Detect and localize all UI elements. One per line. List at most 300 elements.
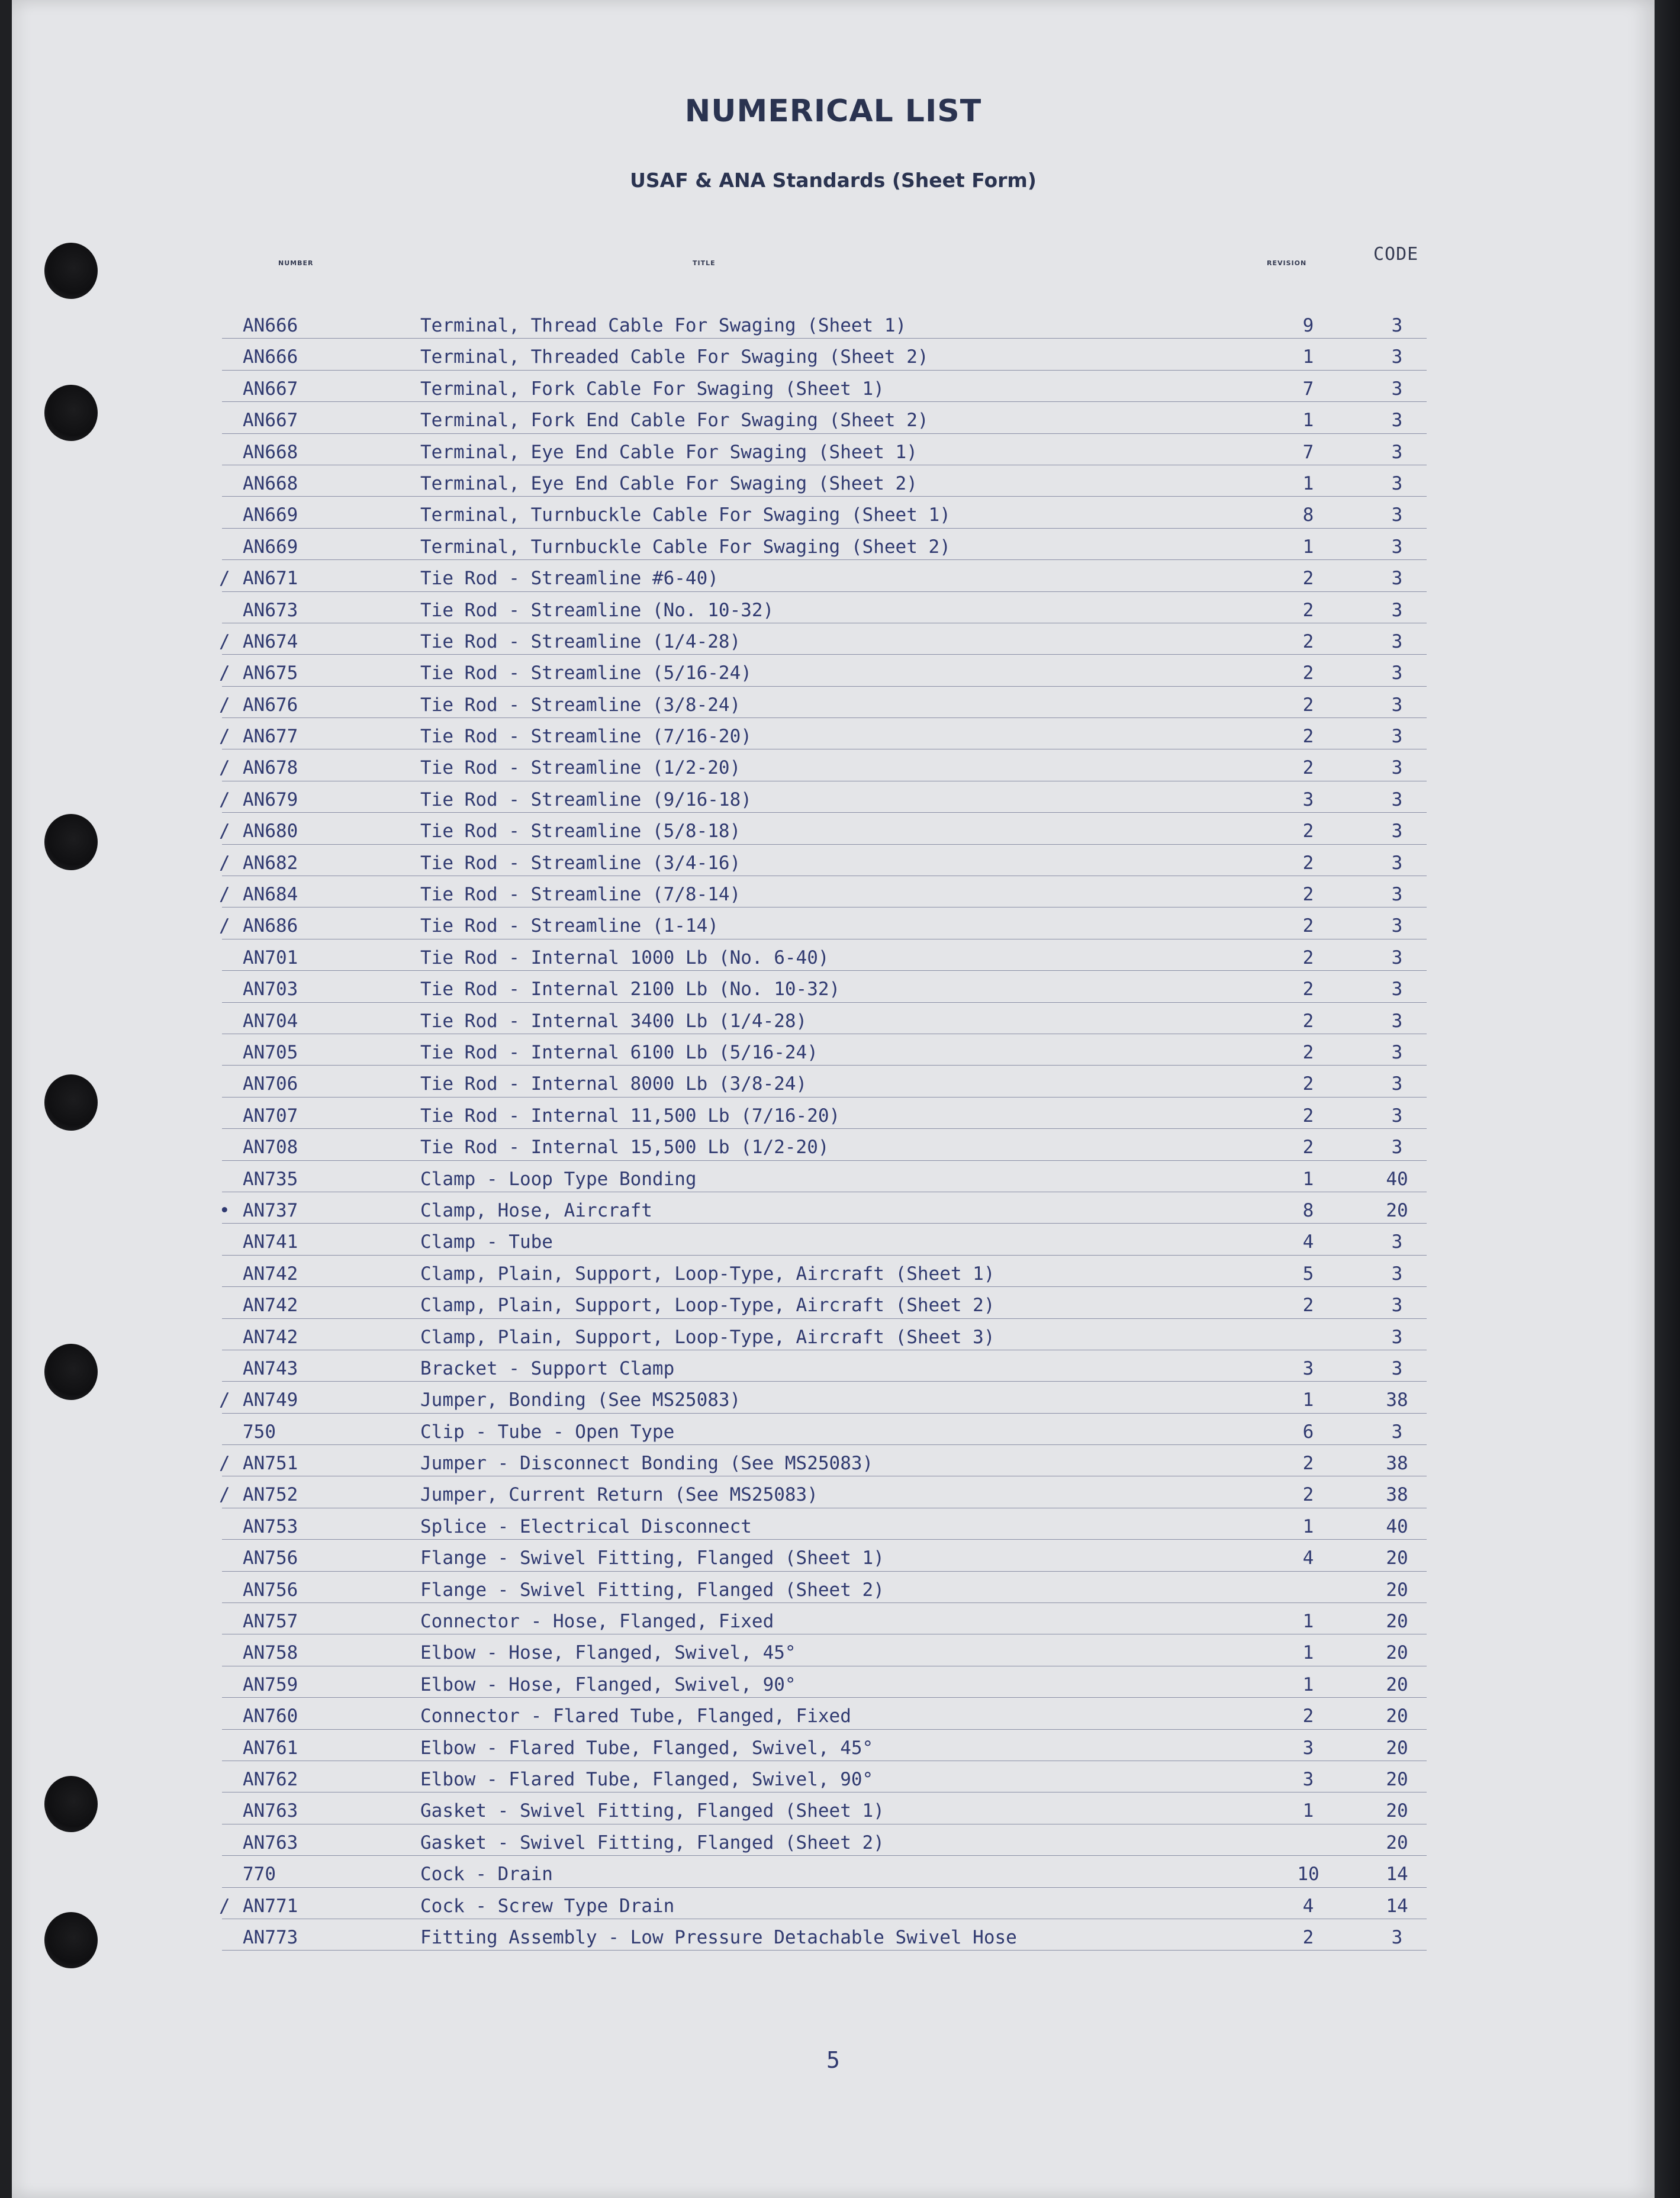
row-title: Tie Rod - Internal 3400 Lb (1/4-28) <box>420 1010 807 1032</box>
table-row <box>12 1667 1655 1698</box>
row-revision: 2 <box>1302 1453 1314 1475</box>
table-row <box>12 1698 1655 1730</box>
row-code: 20 <box>1386 1611 1408 1633</box>
row-number: AN676 <box>243 694 298 716</box>
row-code: 3 <box>1391 1295 1403 1317</box>
row-divider <box>222 1255 1427 1256</box>
row-code: 20 <box>1386 1642 1408 1664</box>
row-code: 3 <box>1391 789 1403 810</box>
row-number: AN677 <box>243 726 298 748</box>
table-row <box>12 1414 1655 1446</box>
column-header-number: NUMBER <box>278 259 314 267</box>
row-code: 3 <box>1391 662 1403 684</box>
row-divider <box>222 717 1427 718</box>
table-row <box>12 655 1655 687</box>
row-code: 3 <box>1391 979 1403 1000</box>
row-divider <box>222 812 1427 813</box>
row-revision: 2 <box>1302 1295 1314 1317</box>
row-number: AN668 <box>243 472 298 494</box>
row-number: AN667 <box>243 410 298 432</box>
change-mark: / <box>219 884 230 906</box>
row-code: 3 <box>1391 472 1403 494</box>
row-revision: 2 <box>1302 1010 1314 1032</box>
row-revision: 1 <box>1302 1642 1314 1664</box>
row-title: Tie Rod - Streamline (5/16-24) <box>420 662 752 684</box>
row-revision: 3 <box>1302 1768 1314 1790</box>
row-revision: 2 <box>1302 979 1314 1000</box>
row-code: 20 <box>1386 1674 1408 1695</box>
table-row <box>12 1793 1655 1824</box>
row-number: AN671 <box>243 568 298 590</box>
column-header-title: TITLE <box>693 259 716 267</box>
row-title: Clip - Tube - Open Type <box>420 1421 675 1443</box>
row-code: 3 <box>1391 1357 1403 1379</box>
table-row <box>12 624 1655 655</box>
table-row <box>12 1540 1655 1572</box>
row-revision: 2 <box>1302 1705 1314 1727</box>
row-revision: 2 <box>1302 820 1314 842</box>
row-revision: 2 <box>1302 1137 1314 1158</box>
row-number: AN737 <box>243 1199 298 1221</box>
row-title: Tie Rod - Internal 6100 Lb (5/16-24) <box>420 1041 818 1063</box>
row-title: Elbow - Hose, Flanged, Swivel, 90° <box>420 1674 796 1695</box>
row-revision: 2 <box>1302 1926 1314 1948</box>
row-revision: 2 <box>1302 1484 1314 1506</box>
table-row <box>12 1446 1655 1477</box>
row-revision: 2 <box>1302 947 1314 968</box>
row-code: 3 <box>1391 378 1403 400</box>
row-title: Terminal, Turnbuckle Cable For Swaging (Sheet 1) <box>420 504 951 526</box>
row-divider <box>222 1887 1427 1888</box>
row-title: Terminal, Eye End Cable For Swaging (Sheet 2) <box>420 472 918 494</box>
row-number: AN743 <box>243 1357 298 1379</box>
row-revision: 3 <box>1302 1357 1314 1379</box>
row-number: AN680 <box>243 820 298 842</box>
table-row <box>12 529 1655 561</box>
row-title: Tie Rod - Streamline (9/16-18) <box>420 789 752 810</box>
row-code: 14 <box>1386 1864 1408 1885</box>
row-title: Splice - Electrical Disconnect <box>420 1515 752 1537</box>
row-divider <box>222 970 1427 971</box>
table-row <box>12 1098 1655 1129</box>
row-code: 3 <box>1391 1231 1403 1253</box>
row-code: 3 <box>1391 504 1403 526</box>
table-row <box>12 940 1655 971</box>
row-revision: 8 <box>1302 1199 1314 1221</box>
row-title: Jumper - Disconnect Bonding (See MS25083) <box>420 1453 874 1475</box>
row-title: Terminal, Thread Cable For Swaging (Sheet 1) <box>420 315 907 336</box>
row-revision: 6 <box>1302 1421 1314 1443</box>
row-title: Tie Rod - Streamline (1/2-20) <box>420 757 741 779</box>
table-row <box>12 1762 1655 1793</box>
row-revision: 1 <box>1302 1611 1314 1633</box>
row-number: 770 <box>243 1864 276 1885</box>
row-divider <box>222 1950 1427 1951</box>
row-number: AN756 <box>243 1579 298 1601</box>
row-revision: 1 <box>1302 1515 1314 1537</box>
row-number: AN757 <box>243 1611 298 1633</box>
table-row <box>12 971 1655 1003</box>
row-number: AN708 <box>243 1137 298 1158</box>
column-header-revision: REVISION <box>1267 259 1307 267</box>
row-number: AN705 <box>243 1041 298 1063</box>
row-revision: 3 <box>1302 789 1314 810</box>
row-title: Jumper, Current Return (See MS25083) <box>420 1484 818 1506</box>
table-row <box>12 593 1655 624</box>
row-revision: 1 <box>1302 536 1314 558</box>
row-number: AN771 <box>243 1895 298 1917</box>
row-title: Clamp, Hose, Aircraft <box>420 1199 652 1221</box>
table-row <box>12 1888 1655 1920</box>
row-title: Tie Rod - Streamline (3/8-24) <box>420 694 741 716</box>
row-divider <box>222 1381 1427 1382</box>
table-row <box>12 403 1655 434</box>
row-revision: 4 <box>1302 1231 1314 1253</box>
row-title: Fitting Assembly - Low Pressure Detachable Swivel Hose <box>420 1926 1017 1948</box>
table-row <box>12 371 1655 403</box>
row-divider <box>222 1729 1427 1730</box>
row-code: 3 <box>1391 1105 1403 1127</box>
row-title: Tie Rod - Streamline (No. 10-32) <box>420 599 774 621</box>
row-revision: 2 <box>1302 599 1314 621</box>
change-mark: / <box>219 694 230 716</box>
table-row <box>12 435 1655 466</box>
change-mark: / <box>219 726 230 748</box>
row-number: AN763 <box>243 1800 298 1822</box>
change-mark: / <box>219 568 230 590</box>
change-mark: / <box>219 789 230 810</box>
row-title: Tie Rod - Internal 15,500 Lb (1/2-20) <box>420 1137 829 1158</box>
row-number: AN704 <box>243 1010 298 1032</box>
table-row <box>12 561 1655 592</box>
row-divider <box>222 1602 1427 1603</box>
row-title: Clamp - Tube <box>420 1231 553 1253</box>
row-revision: 2 <box>1302 568 1314 590</box>
row-revision: 2 <box>1302 1105 1314 1127</box>
row-number: AN749 <box>243 1389 298 1411</box>
table-row <box>12 1351 1655 1382</box>
row-revision: 5 <box>1302 1263 1314 1285</box>
row-code: 3 <box>1391 947 1403 968</box>
row-code: 3 <box>1391 315 1403 336</box>
row-revision: 1 <box>1302 1168 1314 1190</box>
row-divider <box>222 1413 1427 1414</box>
row-divider <box>222 496 1427 497</box>
row-title: Tie Rod - Internal 8000 Lb (3/8-24) <box>420 1073 807 1095</box>
row-code: 3 <box>1391 1326 1403 1348</box>
change-mark: / <box>219 1484 230 1506</box>
table-row <box>12 1604 1655 1635</box>
row-title: Tie Rod - Streamline (7/8-14) <box>420 884 741 906</box>
row-divider <box>222 1128 1427 1129</box>
row-revision: 1 <box>1302 1389 1314 1411</box>
row-revision: 2 <box>1302 630 1314 652</box>
row-number: AN759 <box>243 1674 298 1695</box>
row-title: Terminal, Turnbuckle Cable For Swaging (Sheet 2) <box>420 536 951 558</box>
table-row <box>12 877 1655 908</box>
row-revision: 2 <box>1302 694 1314 716</box>
row-divider <box>222 433 1427 434</box>
row-revision: 2 <box>1302 852 1314 874</box>
punch-hole <box>44 243 98 299</box>
row-code: 3 <box>1391 852 1403 874</box>
table-row <box>12 1856 1655 1888</box>
row-title: Tie Rod - Streamline (3/4-16) <box>420 852 741 874</box>
row-divider <box>222 844 1427 845</box>
row-number: AN686 <box>243 915 298 937</box>
row-title: Tie Rod - Streamline (7/16-20) <box>420 726 752 748</box>
row-title: Terminal, Threaded Cable For Swaging (Sheet 2) <box>420 346 929 368</box>
row-title: Clamp, Plain, Support, Loop-Type, Aircraft (Sheet 3) <box>420 1326 995 1348</box>
row-number: AN761 <box>243 1737 298 1759</box>
row-number: AN684 <box>243 884 298 906</box>
table-row <box>12 908 1655 939</box>
table-row <box>12 1572 1655 1604</box>
table-row <box>12 497 1655 529</box>
row-revision: 2 <box>1302 757 1314 779</box>
row-revision: 4 <box>1302 1895 1314 1917</box>
row-title: Terminal, Eye End Cable For Swaging (Sheet 1) <box>420 441 918 463</box>
row-divider <box>222 1571 1427 1572</box>
change-mark: / <box>219 1389 230 1411</box>
row-revision: 4 <box>1302 1547 1314 1569</box>
row-revision: 3 <box>1302 1737 1314 1759</box>
row-divider <box>222 559 1427 560</box>
row-number: AN668 <box>243 441 298 463</box>
table-row <box>12 1920 1655 1951</box>
change-mark: / <box>219 630 230 652</box>
row-title: Connector - Hose, Flanged, Fixed <box>420 1611 774 1633</box>
row-number: AN669 <box>243 504 298 526</box>
document-page <box>12 0 1655 2198</box>
table-row <box>12 719 1655 750</box>
row-number: AN763 <box>243 1832 298 1853</box>
change-mark: / <box>219 662 230 684</box>
row-revision: 2 <box>1302 726 1314 748</box>
row-revision: 1 <box>1302 410 1314 432</box>
table-row <box>12 1382 1655 1414</box>
row-divider <box>222 591 1427 592</box>
table-row <box>12 687 1655 719</box>
row-title: Terminal, Fork Cable For Swaging (Sheet 1) <box>420 378 884 400</box>
row-number: AN751 <box>243 1453 298 1475</box>
page-subtitle: USAF & ANA Standards (Sheet Form) <box>630 169 1037 192</box>
change-mark: / <box>219 915 230 937</box>
row-title: Flange - Swivel Fitting, Flanged (Sheet 1) <box>420 1547 884 1569</box>
table-row <box>12 1129 1655 1161</box>
row-code: 40 <box>1386 1515 1408 1537</box>
row-number: AN678 <box>243 757 298 779</box>
table-row <box>12 1477 1655 1508</box>
row-title: Clamp, Plain, Support, Loop-Type, Aircraft (Sheet 1) <box>420 1263 995 1285</box>
table-row <box>12 1635 1655 1666</box>
row-divider <box>222 1318 1427 1319</box>
row-divider <box>222 654 1427 655</box>
row-divider <box>222 1160 1427 1161</box>
row-number: AN735 <box>243 1168 298 1190</box>
row-number: AN703 <box>243 979 298 1000</box>
row-number: AN753 <box>243 1515 298 1537</box>
row-revision: 1 <box>1302 346 1314 368</box>
row-number: AN706 <box>243 1073 298 1095</box>
row-divider <box>222 1097 1427 1098</box>
row-code: 20 <box>1386 1768 1408 1790</box>
row-code: 3 <box>1391 599 1403 621</box>
change-mark: / <box>219 852 230 874</box>
row-code: 3 <box>1391 346 1403 368</box>
table-row <box>12 1320 1655 1351</box>
column-header-code: CODE <box>1373 244 1419 265</box>
change-mark: / <box>219 757 230 779</box>
row-code: 40 <box>1386 1168 1408 1190</box>
table-row <box>12 1003 1655 1035</box>
row-code: 3 <box>1391 630 1403 652</box>
row-divider <box>222 1697 1427 1698</box>
row-revision: 2 <box>1302 1041 1314 1063</box>
row-number: AN758 <box>243 1642 298 1664</box>
row-number: AN773 <box>243 1926 298 1948</box>
table-row <box>12 1066 1655 1098</box>
row-code: 3 <box>1391 1041 1403 1063</box>
row-code: 3 <box>1391 726 1403 748</box>
row-number: AN760 <box>243 1705 298 1727</box>
row-code: 20 <box>1386 1199 1408 1221</box>
table-row <box>12 1256 1655 1288</box>
row-code: 3 <box>1391 694 1403 716</box>
page-title: NUMERICAL LIST <box>684 94 982 129</box>
row-title: Terminal, Fork End Cable For Swaging (Sheet 2) <box>420 410 929 432</box>
row-code: 3 <box>1391 1926 1403 1948</box>
row-number: AN742 <box>243 1295 298 1317</box>
row-number: 750 <box>243 1421 276 1443</box>
table-row <box>12 308 1655 339</box>
row-title: Bracket - Support Clamp <box>420 1357 675 1379</box>
row-code: 3 <box>1391 757 1403 779</box>
table-row <box>12 750 1655 781</box>
row-number: AN674 <box>243 630 298 652</box>
row-revision: 2 <box>1302 884 1314 906</box>
row-title: Elbow - Hose, Flanged, Swivel, 45° <box>420 1642 796 1664</box>
row-divider <box>222 1855 1427 1856</box>
row-code: 3 <box>1391 1263 1403 1285</box>
row-code: 3 <box>1391 1421 1403 1443</box>
change-mark: • <box>219 1199 230 1221</box>
row-number: AN756 <box>243 1547 298 1569</box>
change-mark: / <box>219 820 230 842</box>
row-number: AN666 <box>243 346 298 368</box>
row-divider <box>222 1539 1427 1540</box>
row-code: 38 <box>1386 1389 1408 1411</box>
row-number: AN762 <box>243 1768 298 1790</box>
page-number: 5 <box>826 2047 840 2073</box>
row-divider <box>222 528 1427 529</box>
standards-table <box>12 308 1655 1951</box>
row-code: 3 <box>1391 820 1403 842</box>
row-revision: 2 <box>1302 1073 1314 1095</box>
row-number: AN707 <box>243 1105 298 1127</box>
table-row <box>12 1825 1655 1856</box>
row-divider <box>222 338 1427 339</box>
row-divider <box>222 1223 1427 1224</box>
row-code: 20 <box>1386 1579 1408 1601</box>
row-title: Cock - Drain <box>420 1864 553 1885</box>
row-number: AN667 <box>243 378 298 400</box>
table-row <box>12 813 1655 845</box>
row-title: Elbow - Flared Tube, Flanged, Swivel, 45° <box>420 1737 874 1759</box>
row-number: AN669 <box>243 536 298 558</box>
table-row <box>12 466 1655 497</box>
row-title: Gasket - Swivel Fitting, Flanged (Sheet 1) <box>420 1800 884 1822</box>
row-code: 20 <box>1386 1800 1408 1822</box>
row-code: 3 <box>1391 441 1403 463</box>
row-revision: 1 <box>1302 1674 1314 1695</box>
row-number: AN752 <box>243 1484 298 1506</box>
row-revision: 2 <box>1302 915 1314 937</box>
row-revision: 1 <box>1302 1800 1314 1822</box>
table-row <box>12 845 1655 877</box>
row-number: AN742 <box>243 1326 298 1348</box>
row-divider <box>222 1286 1427 1287</box>
row-title: Gasket - Swivel Fitting, Flanged (Sheet 2) <box>420 1832 884 1853</box>
row-title: Elbow - Flared Tube, Flanged, Swivel, 90° <box>420 1768 874 1790</box>
row-revision: 8 <box>1302 504 1314 526</box>
row-title: Tie Rod - Streamline (1/4-28) <box>420 630 741 652</box>
row-title: Tie Rod - Internal 1000 Lb (No. 6-40) <box>420 947 829 968</box>
row-divider <box>222 1444 1427 1445</box>
row-number: AN682 <box>243 852 298 874</box>
table-row <box>12 339 1655 371</box>
table-row <box>12 1161 1655 1193</box>
row-code: 3 <box>1391 915 1403 937</box>
row-title: Tie Rod - Internal 11,500 Lb (7/16-20) <box>420 1105 841 1127</box>
row-divider <box>222 1065 1427 1066</box>
row-number: AN673 <box>243 599 298 621</box>
row-number: AN742 <box>243 1263 298 1285</box>
row-number: AN675 <box>243 662 298 684</box>
row-revision: 9 <box>1302 315 1314 336</box>
row-revision: 7 <box>1302 378 1314 400</box>
row-revision: 7 <box>1302 441 1314 463</box>
table-row <box>12 782 1655 813</box>
row-code: 3 <box>1391 1137 1403 1158</box>
row-title: Jumper, Bonding (See MS25083) <box>420 1389 741 1411</box>
row-number: AN701 <box>243 947 298 968</box>
row-code: 20 <box>1386 1705 1408 1727</box>
row-code: 14 <box>1386 1895 1408 1917</box>
row-revision: 2 <box>1302 662 1314 684</box>
row-divider <box>222 686 1427 687</box>
row-code: 3 <box>1391 536 1403 558</box>
table-row <box>12 1730 1655 1762</box>
row-code: 3 <box>1391 1073 1403 1095</box>
change-mark: / <box>219 1895 230 1917</box>
row-revision: 1 <box>1302 472 1314 494</box>
row-divider <box>222 401 1427 402</box>
row-title: Cock - Screw Type Drain <box>420 1895 675 1917</box>
row-number: AN741 <box>243 1231 298 1253</box>
table-row <box>12 1035 1655 1066</box>
row-code: 38 <box>1386 1484 1408 1506</box>
table-row <box>12 1288 1655 1319</box>
row-code: 3 <box>1391 410 1403 432</box>
change-mark: / <box>219 1453 230 1475</box>
row-title: Connector - Flared Tube, Flanged, Fixed <box>420 1705 851 1727</box>
row-number: AN679 <box>243 789 298 810</box>
table-row <box>12 1224 1655 1256</box>
row-revision: 10 <box>1297 1864 1319 1885</box>
row-title: Tie Rod - Streamline #6-40) <box>420 568 719 590</box>
row-title: Flange - Swivel Fitting, Flanged (Sheet 2) <box>420 1579 884 1601</box>
